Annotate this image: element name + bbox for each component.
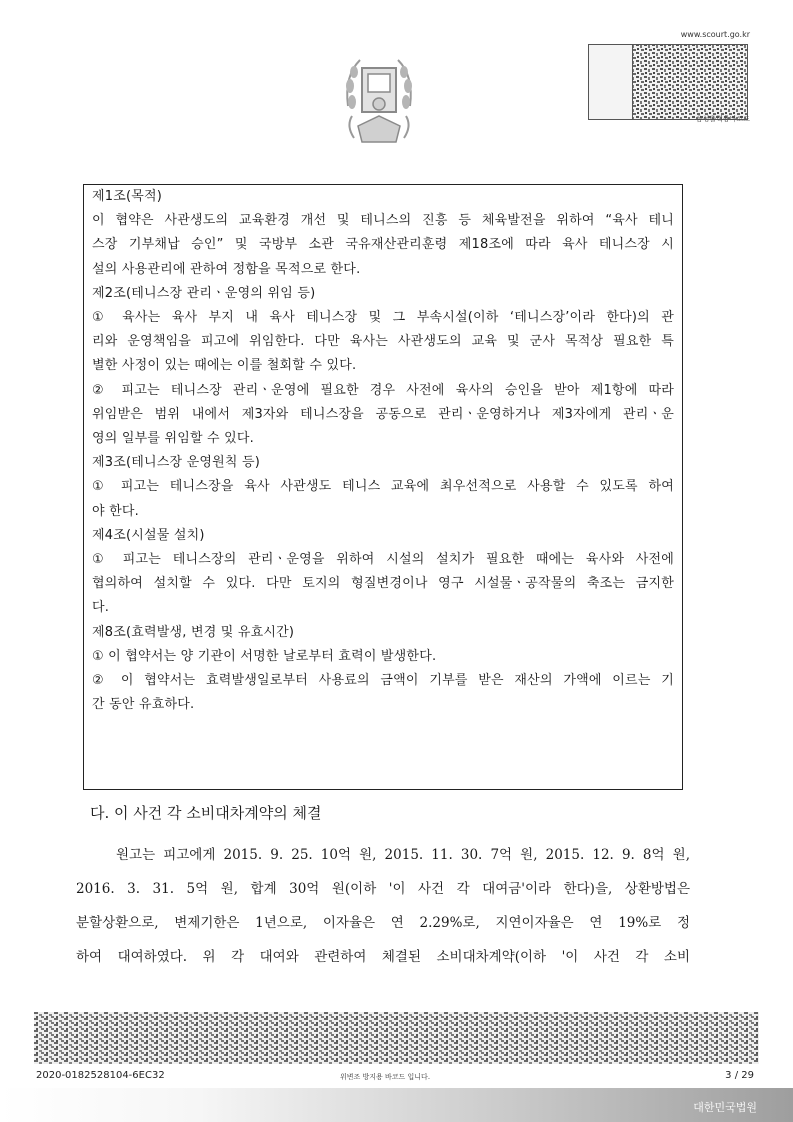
- barcode-notice: 위변조 방지용 바코드 입니다.: [340, 1073, 431, 1081]
- agreement-line: ① 피고는 테니스장의 관리ㆍ운영을 위하여 시설의 설치가 필요한 때에는 육사와 사전에: [92, 552, 674, 568]
- agreement-line: 협의하여 설치할 수 있다. 다만 토지의 형질변경이나 영구 시설물ㆍ공작물의 축조는 금지한: [92, 576, 674, 592]
- agreement-line: 다.: [92, 600, 110, 616]
- paragraph-line: 하여 대여하였다. 위 각 대여와 관련하여 체결된 소비대차계약(이하 '이 사건 각 소비: [76, 949, 690, 965]
- anti-forgery-barcode: [34, 1012, 759, 1064]
- agreement-line: 위임받은 범위 내에서 제3자와 테니스장을 공동으로 관리ㆍ운영하거나 제3자에게 관리ㆍ운: [92, 406, 674, 422]
- page-number: 3 / 29: [725, 1070, 754, 1081]
- agreement-line: ② 피고는 테니스장 관리ㆍ운영에 필요한 경우 사전에 육사의 승인을 받아 제1항에 따라: [92, 382, 674, 398]
- agreement-line: ① 육사는 육사 부지 내 육사 테니스장 및 그 부속시설(이하 ‘테니스장’이라 한다)의 관: [92, 310, 674, 326]
- article-heading: 제4조(시설물 설치): [92, 527, 205, 543]
- agreement-line: 영의 일부를 위임할 수 있다.: [92, 431, 254, 447]
- document-code: 2020-0182528104-6EC32: [36, 1070, 165, 1081]
- agreement-line: 별한 사정이 있는 때에는 이를 철회할 수 있다.: [92, 358, 357, 374]
- agreement-line: 간 동안 유효하다.: [92, 697, 195, 713]
- article-heading: 제1조(목적): [92, 189, 163, 204]
- agreement-line: 이 협약은 사관생도의 교육환경 개선 및 테니스의 진흥 등 체육발전을 위하여 “육사 테니: [92, 213, 674, 229]
- site-url: www.scourt.go.kr: [680, 30, 750, 39]
- agreement-line: 스장 기부채납 승인” 및 국방부 소관 국유재산관리훈령 제18조에 따라 육사 테니스장 시: [92, 237, 674, 253]
- agreement-line: ① 피고는 테니스장을 육사 사관생도 테니스 교육에 최우선적으로 사용할 수 있도록 하여: [92, 479, 674, 495]
- agreement-line: ② 이 협약서는 효력발생일로부터 사용료의 금액이 기부를 받은 재산의 가액에 이르는 기: [92, 673, 674, 689]
- court-name: 대한민국법원: [693, 1101, 757, 1114]
- article-heading: 제2조(테니스장 관리ㆍ운영의 위임 등): [92, 285, 316, 301]
- agreement-line: ① 이 협약서는 양 기관이 서명한 날로부터 효력이 발생한다.: [92, 648, 437, 664]
- article-heading: 제3조(테니스장 운영원칙 등): [92, 455, 261, 471]
- paragraph-line: 원고는 피고에게 2015. 9. 25. 10억 원, 2015. 11. 30. 7억 원, 2015. 12. 9. 8억 원,: [116, 847, 690, 863]
- barcode-caption: 음성출력용바코드: [695, 115, 750, 123]
- agreement-line: 설의 사용관리에 관하여 정함을 목적으로 한다.: [92, 261, 361, 277]
- court-emblem-icon: [340, 46, 418, 150]
- paragraph-line: 2016. 3. 31. 5억 원, 합계 30억 원(이하 '이 사건 각 대여금'이라 한다)을, 상환방법은: [76, 881, 690, 897]
- footer-band: [0, 1088, 793, 1122]
- agreement-box: [83, 184, 683, 790]
- agreement-line: 리와 운영책임을 피고에 위임한다. 다만 육사는 사관생도의 교육 및 군사 목적상 필요한 특: [92, 334, 674, 350]
- agreement-line: 야 한다.: [92, 503, 139, 519]
- article-heading: 제8조(효력발생, 변경 및 유효시간): [92, 624, 295, 640]
- paragraph-line: 분할상환으로, 변제기한은 1년으로, 이자율은 연 2.29%로, 지연이자율은 연 19%로 정: [76, 915, 690, 931]
- section-heading: 다. 이 사건 각 소비대차계약의 체결: [90, 804, 322, 822]
- top-barcode: [588, 44, 748, 120]
- section-paragraph: [76, 838, 690, 974]
